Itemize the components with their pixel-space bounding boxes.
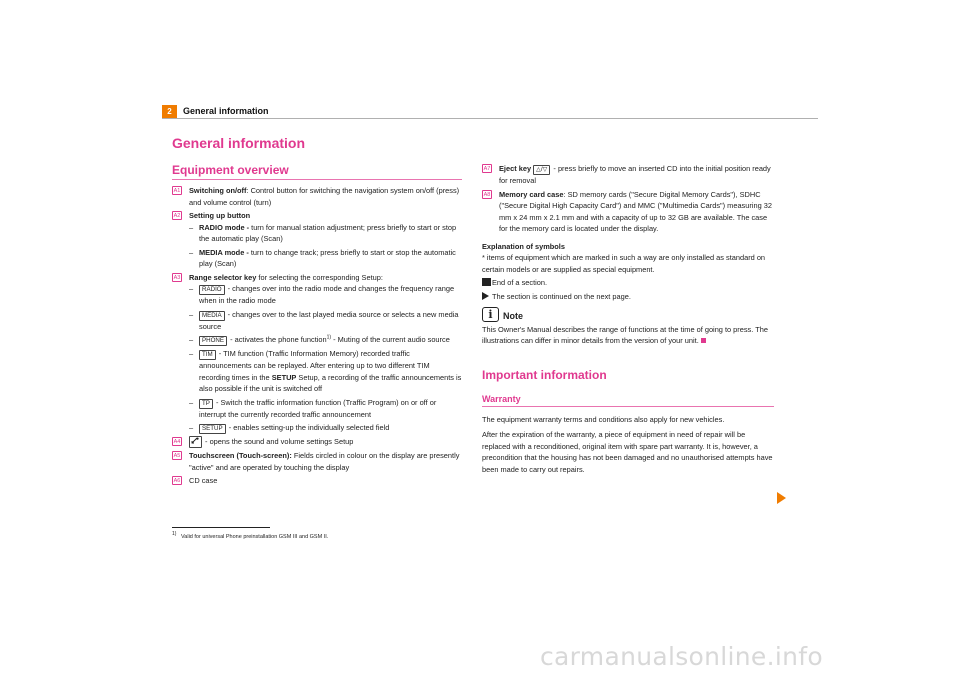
item-text: for selecting the corresponding Setup:	[256, 272, 383, 282]
sub-item: – SETUP - enables setting-up the individually selected field	[189, 423, 390, 432]
note-header	[482, 307, 774, 323]
right-column	[482, 163, 774, 477]
explanation-continued: The section is continued on the next page.	[482, 291, 774, 303]
watermark: carmanualsonline.info	[540, 642, 823, 671]
note-text: This Owner's Manual describes the range of functions at the time of going to press. The illustrations can differ in minor details from the version of your unit.	[482, 324, 768, 345]
list-item	[172, 436, 462, 448]
sub-item-text: - changes over into the radio mode and changes the frequency range when in the radio mode	[199, 284, 455, 305]
page-title: General information	[172, 135, 306, 151]
sub-item-text: - Switch the traffic information function (Traffic Program) on or off or interrupt the currently recorded traffic announcement	[199, 397, 437, 419]
header-divider	[162, 118, 818, 119]
tim-key: TIM	[199, 350, 216, 360]
note-info-icon: i	[482, 307, 499, 322]
sub-item: – MEDIA - changes over to the last played media source or selects a new media source	[189, 309, 459, 331]
callout-badge: A2	[173, 213, 181, 219]
list-item	[172, 475, 462, 487]
sub-item-term: MEDIA mode -	[199, 247, 249, 257]
item-term: Touchscreen (Touch-screen):	[189, 451, 292, 460]
callout-badge: A7	[483, 166, 491, 172]
footnote-divider	[172, 527, 270, 528]
subsection-heading-warranty: Warranty	[482, 393, 521, 404]
left-column	[172, 162, 462, 488]
callout-badge: A4	[173, 439, 181, 445]
section-heading-equipment-overview: Equipment overview	[172, 163, 289, 177]
callout-badge: A6	[173, 478, 181, 484]
item-term: Setting up button	[189, 211, 251, 220]
explanation-end-section: End of a section.	[482, 277, 774, 289]
sub-item-text: - activates the phone function	[228, 335, 327, 344]
sub-item-text: - TIM function (Traffic Information Memory) recorded traffic announcements can be replayed. After entering up to two different TIM recording times in the	[199, 349, 430, 382]
sub-item-term: RADIO mode -	[199, 222, 250, 232]
item-text: : SD memory cards ("Secure Digital Memory Cards"), SDHC ("Secure Digital High Capacity Card") and MMC ("Multimedia Cards") measuring 32 mm x 24 mm x 2.1 mm and with a capacity of up to 32 GB are available. The case for the memory card is located under the display.	[499, 189, 772, 233]
footnote-reference: 1)	[326, 334, 332, 341]
heading-rule	[172, 179, 462, 180]
explanation-star: * items of equipment which are marked in such a way are only installed as standard on certain models or are supplied as special equipment.	[482, 253, 766, 274]
list-item	[172, 272, 462, 435]
tp-key: TP	[199, 399, 213, 409]
sub-item: – RADIO - changes over into the radio mode and changes the frequency range when in the radio mode	[189, 284, 455, 305]
sound-settings-icon	[189, 436, 202, 448]
sub-item: – PHONE - activates the phone function$^{1)}$ - Muting of the current audio source	[189, 334, 450, 344]
heading-rule	[482, 406, 774, 407]
item-term: Range selector key	[189, 272, 257, 282]
sub-item-text: turn for manual station adjustment; press briefly to start or stop the automatic play (Scan)	[199, 222, 457, 243]
page-number: 2	[162, 105, 177, 118]
footnote	[172, 533, 328, 541]
footnote-text: Valid for universal Phone preinstallation GSM III and GSM II.	[181, 534, 329, 540]
list-item	[172, 450, 462, 473]
sub-item-text-2: - Muting of the current audio source	[331, 335, 450, 344]
sub-item: – RADIO mode - turn for manual station adjustment; press briefly to start or stop the automatic play (Scan)	[189, 222, 457, 243]
radio-key: RADIO	[199, 285, 225, 295]
footnote-mark: 1)	[172, 531, 177, 538]
explanation-title: Explanation of symbols	[482, 241, 565, 251]
setup-key: SETUP	[199, 424, 226, 434]
warranty-paragraph: After the expiration of the warranty, a piece of equipment in need of repair will be replaced with a reconditioned, original item with spare part warranty. It is, however, a precondition that the housing has not been damaged and no unauthorised attempts have been made to carry out repairs.	[482, 430, 773, 474]
warranty-paragraph: The equipment warranty terms and conditions also apply for new vehicles.	[482, 414, 725, 424]
end-section-square-icon	[482, 278, 491, 286]
media-key: MEDIA	[199, 311, 225, 321]
section-heading-important-information: Important information	[482, 367, 607, 382]
list-item	[482, 189, 774, 235]
item-text: - opens the sound and volume settings Setup	[203, 437, 354, 446]
callout-badge: A3	[173, 274, 181, 281]
sub-item: – TIM - TIM function (Traffic Information Memory) recorded traffic announcements can be replayed. After entering up to two different TIM recording times in the SETUP Setup, a recording of the traffic announcements is also possible if the unit is switched off	[189, 349, 462, 393]
next-page-arrow-icon	[777, 492, 786, 504]
phone-key: PHONE	[199, 336, 227, 346]
sub-item-text-2: Setup, a recording of the traffic announcements is also possible if the unit is switched off	[199, 372, 462, 393]
item-term: Eject key	[499, 164, 532, 173]
sub-item-text: - enables setting-up the individually selected field	[226, 423, 390, 432]
end-of-note-square-icon	[701, 338, 706, 343]
running-header: General information	[183, 106, 269, 116]
item-text: - press briefly to move an inserted CD into the initial position ready for removal	[499, 164, 771, 185]
item-term: Memory card case	[499, 189, 564, 199]
sub-item: – MEDIA mode - turn to change track; press briefly to start or stop the automatic play (Scan)	[189, 247, 456, 268]
item-text: Fields circled in colour on the display are presently "active" and are operated by touching the display	[189, 451, 460, 472]
item-term: Switching on/off	[189, 186, 247, 195]
callout-badge: A1	[173, 188, 181, 194]
setup-term: SETUP	[271, 372, 297, 382]
sub-item-text: - changes over to the last played media source or selects a new media source	[199, 309, 459, 331]
list-item	[172, 185, 462, 208]
list-item	[482, 163, 774, 187]
item-text: CD case	[189, 476, 218, 485]
callout-badge: A5	[173, 453, 181, 459]
callout-badge: A8	[483, 191, 491, 198]
sub-item: – TP - Switch the traffic information function (Traffic Program) on or off or interrupt the currently recorded traffic announcement	[189, 397, 437, 419]
eject-key: △/▽	[533, 165, 550, 175]
item-text: : Control button for switching the navigation system on/off (press) and volume control (turn)	[189, 186, 460, 207]
list-item	[172, 210, 462, 270]
continue-arrow-icon	[482, 292, 489, 300]
note-title: Note	[503, 311, 523, 321]
sub-item-text: turn to change track; press briefly to start or stop the automatic play (Scan)	[199, 247, 456, 268]
